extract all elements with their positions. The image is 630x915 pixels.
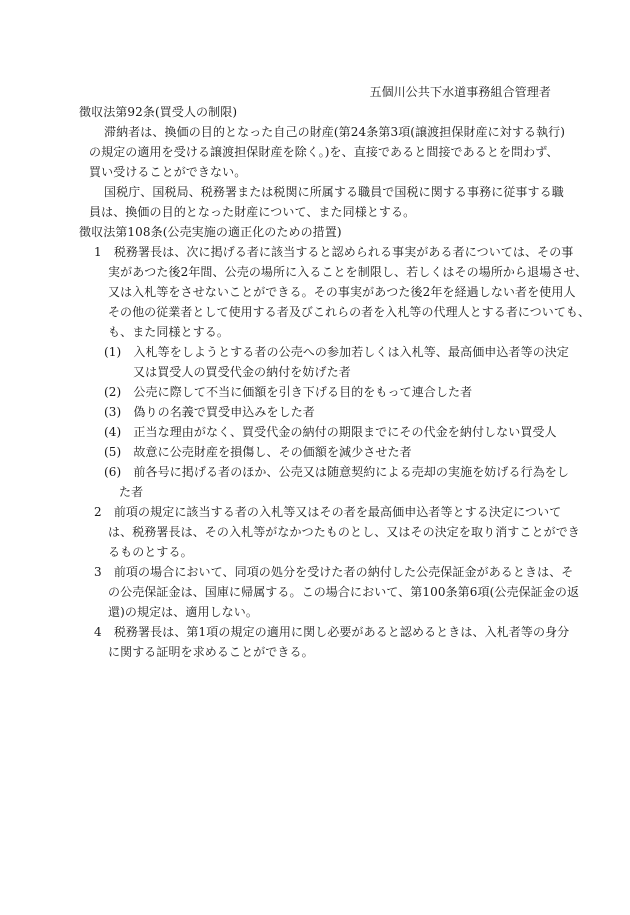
clause-3-line: 3 前項の場合において、同項の処分を受けた者の納付した公売保証金があるときは、そ	[94, 565, 574, 579]
organization-header: 五個川公共下水道事務組合管理者	[369, 85, 551, 99]
paragraph-line: 員は、換価の目的となった財産について、また同様とする。	[89, 205, 416, 219]
paragraph-line: 買い受けることができない。	[89, 165, 247, 179]
clause-4-line: に関する証明を求めることができる。	[108, 645, 314, 659]
item-4-line: (4) 正当な理由がなく、買受代金の納付の期限までにその代金を納付しない買受人	[104, 425, 557, 439]
clause-2-line: は、税務署長は、その入札等がなかつたものとし、又はその決定を取り消すことができ	[108, 525, 580, 539]
clause-1-line: 又は入札等をさせないことができる。その事実があつた後2年を経過しない者を使用人	[108, 285, 576, 299]
item-6-line: た者	[119, 485, 144, 499]
clause-2-line: 2 前項の規定に該当する者の入札等又はその者を最高価申込者等とする決定について	[94, 505, 562, 519]
clause-4-line: 4 税務署長は、第1項の規定の適用に関し必要があると認めるときは、入札者等の身分	[94, 625, 570, 639]
clause-3-line: の公売保証金は、国庫に帰属する。この場合において、第100条第6項(公売保証金の返	[108, 585, 580, 599]
clause-2-line: るものとする。	[108, 545, 193, 559]
clause-1-line: 1 税務署長は、次に掲げる者に該当すると認められる事実がある者については、その事	[94, 245, 574, 259]
item-1-line: 又は買受人の買受代金の納付を妨げた者	[133, 365, 351, 379]
section-title-article-108: 徴収法第108条(公売実施の適正化のための措置)	[79, 225, 342, 239]
item-1-line: (1) 入札等をしようとする者の公売への参加若しくは入札等、最高価申込者等の決定	[104, 345, 570, 359]
item-2-line: (2) 公売に際して不当に価額を引き下げる目的をもって連合した者	[104, 385, 473, 399]
clause-3-line: 還)の規定は、適用しない。	[108, 605, 258, 619]
clause-1-line: 実があつた後2年間、公売の場所に入ることを制限し、若しくはその場所から退場させ、	[108, 265, 588, 279]
paragraph-line: 滞納者は、換価の目的となった自己の財産(第24条第3項(譲渡担保財産に対する執行)	[104, 125, 566, 139]
paragraph-line: 国税庁、国税局、税務署または税関に所属する職員で国税に関する事務に従事する職	[104, 185, 564, 199]
item-6-line: (6) 前各号に掲げる者のほか、公売又は随意契約による売却の実施を妨げる行為をし	[104, 465, 570, 479]
item-3-line: (3) 偽りの名義で買受申込みをした者	[104, 405, 315, 419]
clause-1-line: も、また同様とする。	[108, 325, 230, 339]
item-5-line: (5) 故意に公売財産を損傷し、その価額を減少させた者	[104, 445, 412, 459]
paragraph-line: の規定の適用を受ける譲渡担保財産を除く。)を、直接であると間接であるとを問わず、	[89, 145, 559, 159]
section-title-article-92: 徴収法第92条(買受人の制限)	[79, 105, 238, 119]
clause-1-line: その他の従業者として使用する者及びこれらの者を入札等の代理人とする者についても、	[108, 305, 591, 319]
